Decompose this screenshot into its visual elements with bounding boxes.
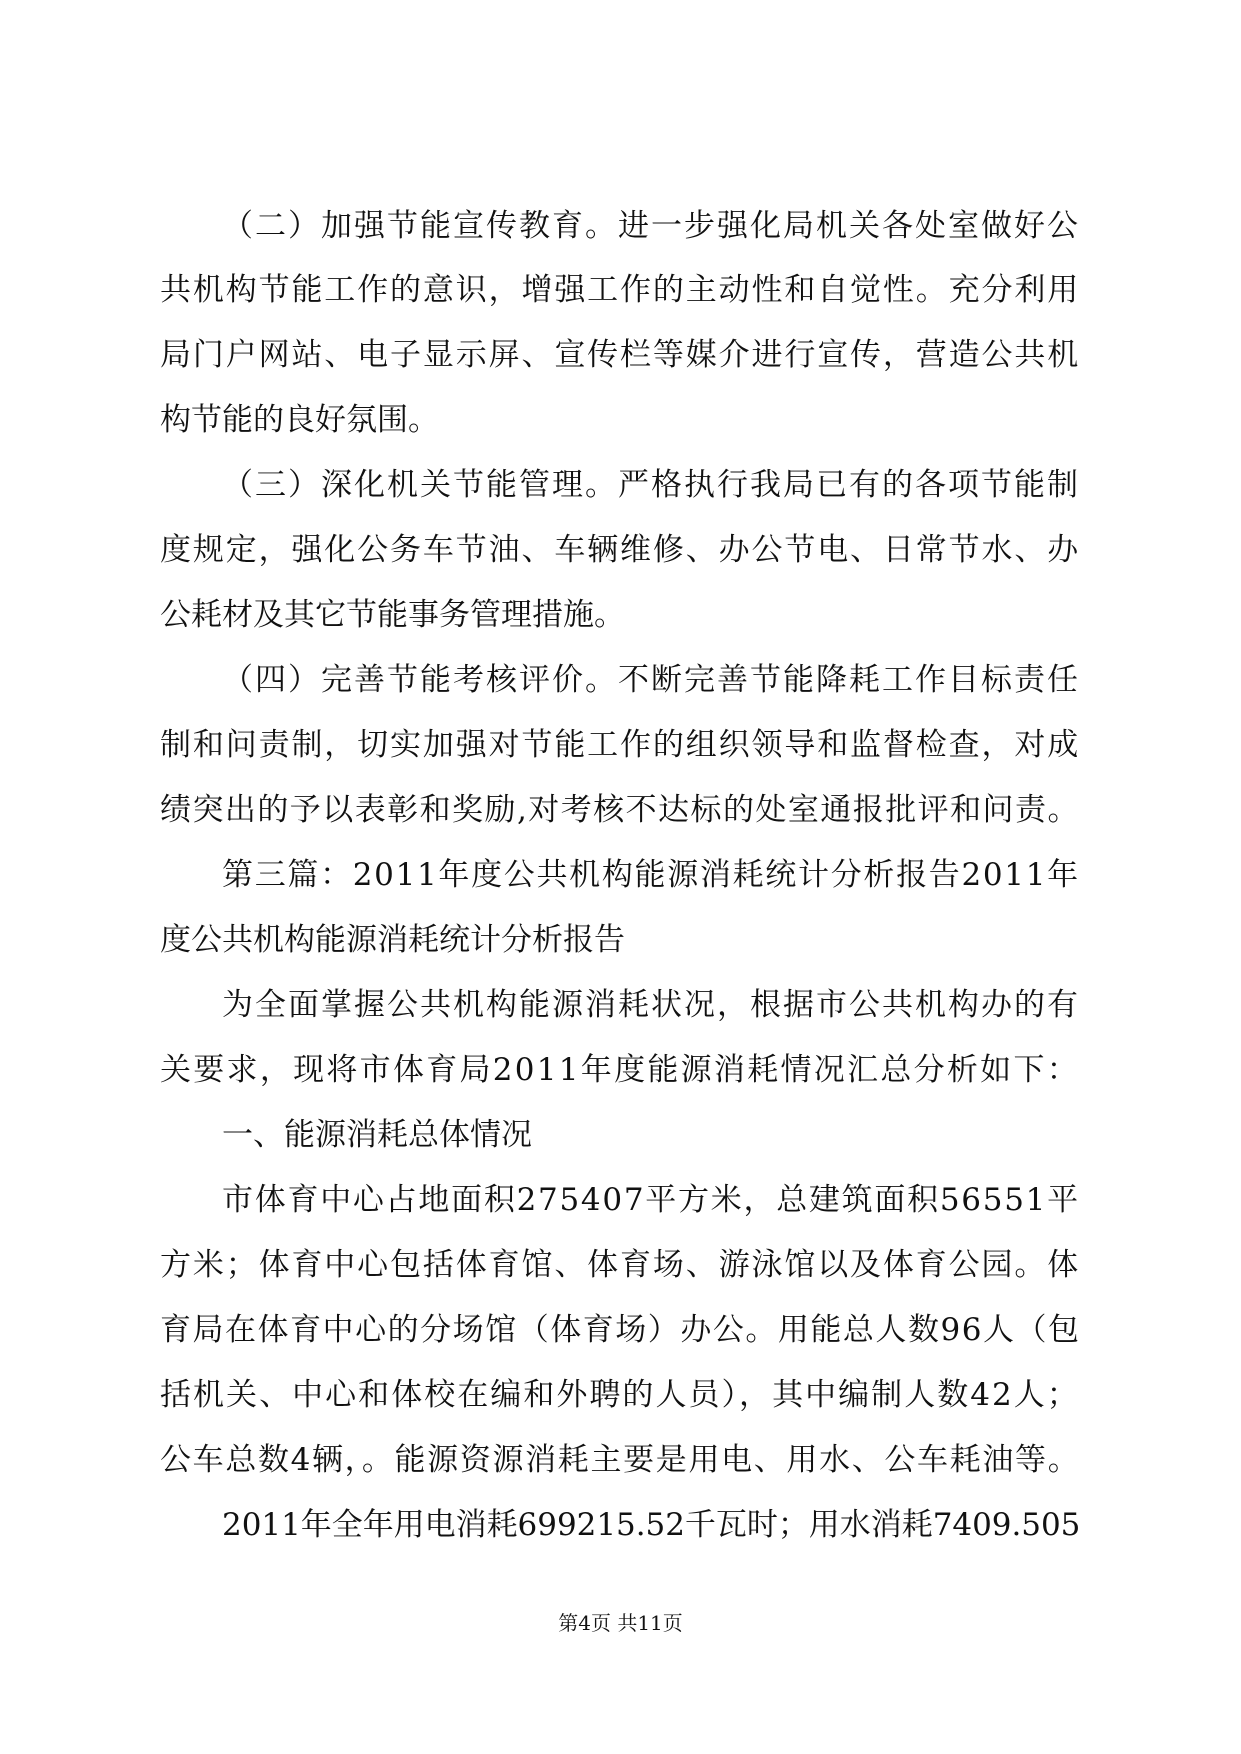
- text-line: 一、能源消耗总体情况: [222, 1117, 532, 1153]
- text-line: 局门户网站、电子显示屏、宣传栏等媒介进行宣传，营造公共机: [160, 337, 1081, 373]
- text-line: 为全面掌握公共机构能源消耗状况，根据市公共机构办的有: [222, 987, 1080, 1023]
- text-line: 育局在体育中心的分场馆（体育场）办公。用能总人数96人（包: [160, 1312, 1081, 1348]
- text-line: （二）加强节能宣传教育。进一步强化局机关各处室做好公: [222, 208, 1080, 244]
- text-line: 绩突出的予以表彰和奖励,对考核不达标的处室通报批评和问责。: [160, 792, 1080, 828]
- text-line: （三）深化机关节能管理。严格执行我局已有的各项节能制: [222, 467, 1080, 503]
- text-line: 度公共机构能源消耗统计分析报告: [160, 922, 625, 958]
- text-line: 2011年全年用电消耗699215.52千瓦时；用水消耗7409.505: [222, 1507, 1081, 1543]
- text-line: 方米；体育中心包括体育馆、体育场、游泳馆以及体育公园。体: [160, 1247, 1081, 1283]
- text-line: 共机构节能工作的意识，增强工作的主动性和自觉性。充分利用: [160, 272, 1081, 308]
- text-line: 构节能的良好氛围。: [160, 402, 439, 438]
- text-line: 市体育中心占地面积275407平方米，总建筑面积56551平: [222, 1182, 1080, 1218]
- text-line: 公耗材及其它节能事务管理措施。: [160, 597, 625, 633]
- text-line: 度规定，强化公务车节油、车辆维修、办公节电、日常节水、办: [160, 532, 1081, 568]
- text-line: 公车总数4辆，。能源资源消耗主要是用电、用水、公车耗油等。: [160, 1442, 1081, 1478]
- text-line: 关要求，现将市体育局2011年度能源消耗情况汇总分析如下：: [160, 1052, 1081, 1088]
- text-line: 第三篇：2011年度公共机构能源消耗统计分析报告2011年: [222, 857, 1080, 893]
- text-line: 括机关、中心和体校在编和外聘的人员），其中编制人数42人；: [160, 1377, 1080, 1413]
- text-line: （四）完善节能考核评价。不断完善节能降耗工作目标责任: [222, 662, 1080, 698]
- page-footer: 第4页 共11页: [558, 1611, 683, 1635]
- text-line: 制和问责制，切实加强对节能工作的组织领导和监督检查，对成: [160, 727, 1081, 763]
